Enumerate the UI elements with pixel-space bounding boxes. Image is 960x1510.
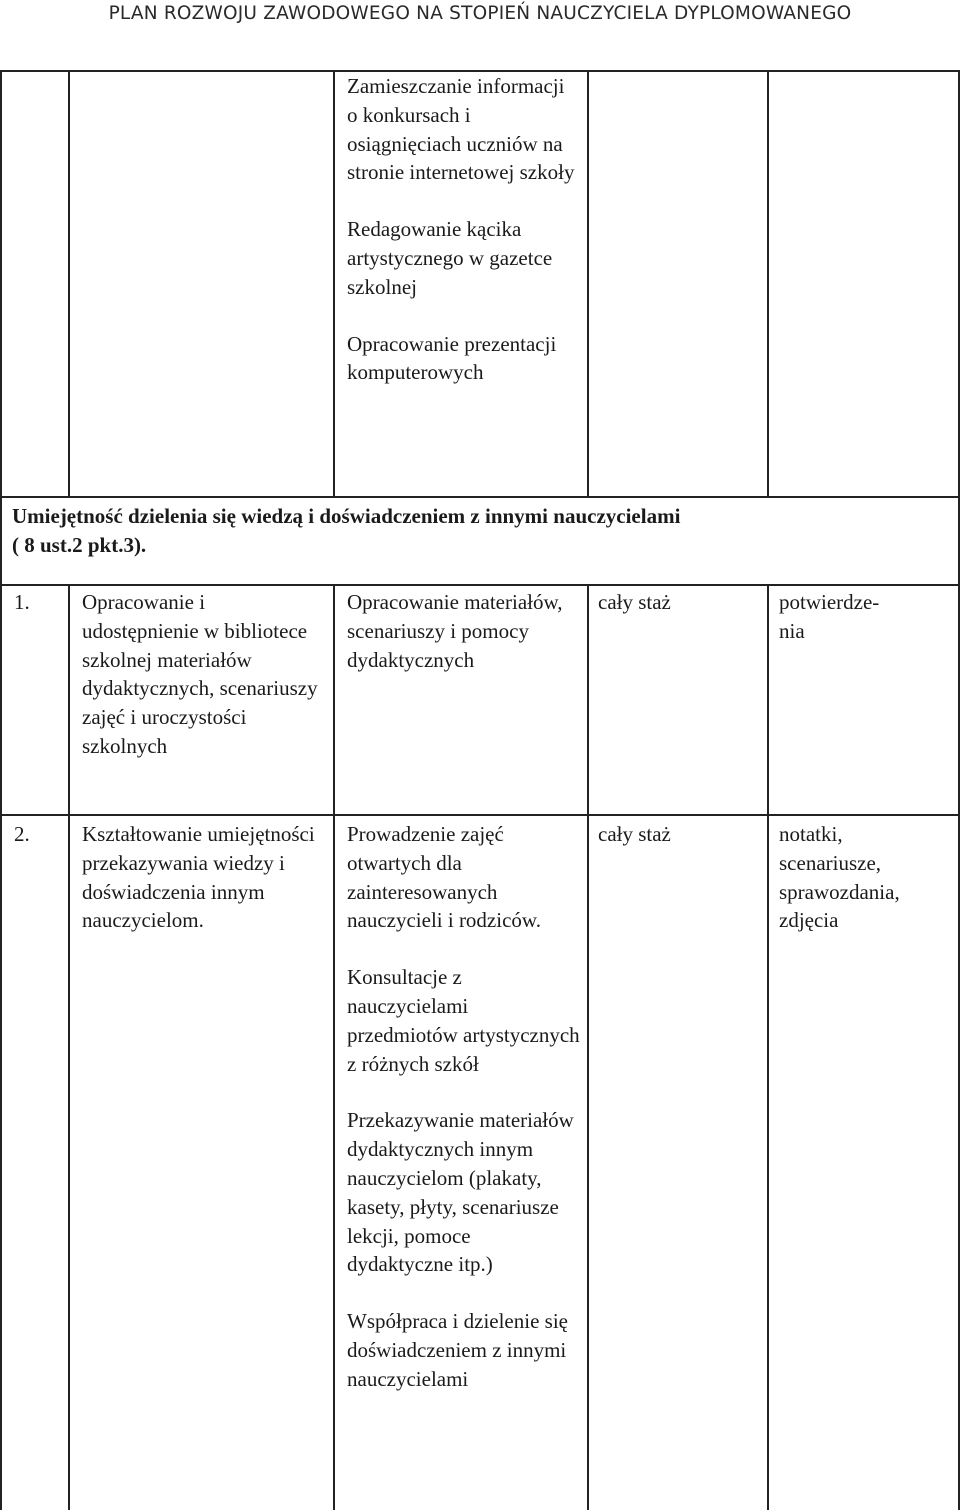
section-reference: ( 8 ust.2 pkt.3). <box>12 532 147 557</box>
table-border-left <box>0 70 2 1510</box>
page-header-title: PLAN ROZWOJU ZAWODOWEGO NA STOPIEŃ NAUCZYCIELA DYPLOMOWANEGO <box>108 3 852 24</box>
row-goal: Kształtowanie umiejętności przekazywania wiedzy i doświadczenia innym nauczycielom. <box>82 822 315 933</box>
row-number: 2. <box>14 822 30 846</box>
row-divider <box>0 496 960 498</box>
row-divider <box>0 584 960 586</box>
row-number: 1. <box>14 590 30 614</box>
column-divider <box>767 584 769 1510</box>
column-divider <box>68 584 70 1510</box>
task-text: Prowadzenie zajęć otwartych dla zainteresowanych nauczycieli i rodziców. <box>347 822 541 933</box>
row-term: cały staż <box>598 822 671 846</box>
row-term: cały staż <box>598 590 671 614</box>
top-row-tasks <box>347 72 579 387</box>
task-text: Redagowanie kącika artystycznego w gazetce szkolnej <box>347 217 553 299</box>
task-text: Opracowanie materiałów, scenariuszy i pomocy dydaktycznych <box>347 590 563 672</box>
task-text: Przekazywanie materiałów dydaktycznych innym nauczycielom (plakaty, kasety, płyty, scenariusze lekcji, pomoce dydaktyczne itp.) <box>347 1108 574 1277</box>
task-text: Zamieszczanie informacji o konkursach i osiągnięciach uczniów na stronie internetowej szkoły <box>347 74 575 185</box>
column-divider <box>333 70 335 496</box>
column-divider <box>333 584 335 1510</box>
column-divider <box>68 70 70 496</box>
task-text: Współpraca i dzielenie się doświadczeniem z innymi nauczycielami <box>347 1309 568 1391</box>
section-heading <box>12 502 942 560</box>
row-tasks <box>347 588 579 674</box>
column-divider <box>587 584 589 1510</box>
column-divider <box>587 70 589 496</box>
task-text: Konsultacje z nauczycielami przedmiotów artystycznych z różnych szkół <box>347 965 580 1076</box>
column-divider <box>767 70 769 496</box>
row-evidence: notatki, scenariusze, sprawozdania, zdjęcia <box>779 822 900 933</box>
row-evidence: potwierdze- nia <box>779 590 880 643</box>
row-goal: Opracowanie i udostępnienie w bibliotece szkolnej materiałów dydaktycznych, scenariuszy zajęć i uroczystości szkolnych <box>82 590 318 758</box>
row-tasks <box>347 820 581 1394</box>
section-heading-text: Umiejętność dzielenia się wiedzą i doświadczeniem z innymi nauczycielami <box>12 504 681 528</box>
task-text: Opracowanie prezentacji komputerowych <box>347 331 557 385</box>
row-divider <box>0 814 960 816</box>
